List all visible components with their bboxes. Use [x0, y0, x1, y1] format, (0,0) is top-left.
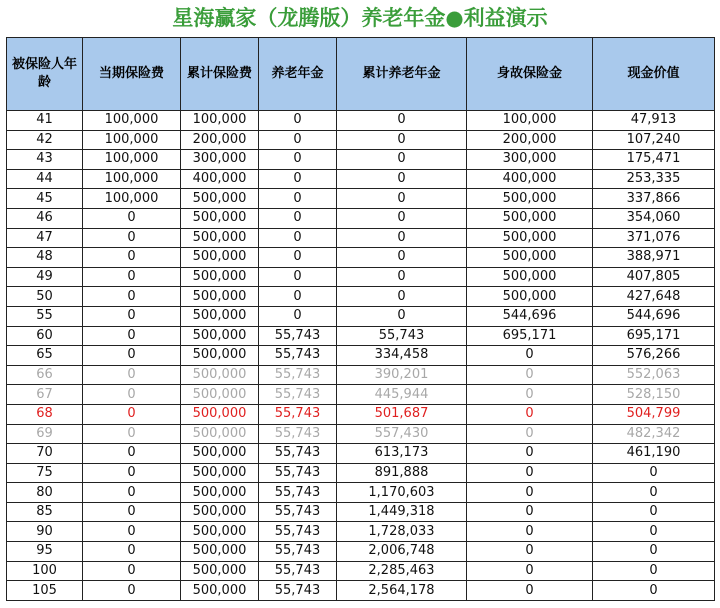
cell-annuity: 55,743: [259, 581, 337, 601]
cell-cumulative-premium: 500,000: [181, 502, 259, 522]
table-row: [7, 404, 715, 424]
table-row: [7, 483, 715, 503]
cell-cumulative-annuity: 2,285,463: [337, 561, 467, 581]
cell-death-benefit: 500,000: [467, 228, 593, 248]
cell-cash-value: 0: [593, 581, 715, 601]
cell-age: 85: [7, 502, 83, 522]
table-row: [7, 424, 715, 444]
cell-death-benefit: 0: [467, 561, 593, 581]
cell-annuity: 55,743: [259, 326, 337, 346]
cell-death-benefit: 0: [467, 444, 593, 464]
table-row: [7, 306, 715, 326]
cell-annuity: 0: [259, 189, 337, 209]
cell-age: 46: [7, 208, 83, 228]
cell-death-benefit: 0: [467, 365, 593, 385]
table-row: [7, 346, 715, 366]
cell-age: 41: [7, 111, 83, 131]
header-cumulative-annuity: 累计养老年金: [337, 38, 467, 111]
table-row: [7, 267, 715, 287]
cell-annuity: 0: [259, 228, 337, 248]
cell-current-premium: 0: [83, 542, 181, 562]
cell-death-benefit: 0: [467, 502, 593, 522]
table-row: [7, 208, 715, 228]
cell-annuity: 55,743: [259, 561, 337, 581]
cell-cumulative-premium: 500,000: [181, 365, 259, 385]
cell-annuity: 55,743: [259, 502, 337, 522]
benefit-table: [6, 37, 715, 601]
table-row: [7, 502, 715, 522]
cell-annuity: 0: [259, 130, 337, 150]
cell-cash-value: 371,076: [593, 228, 715, 248]
cell-cash-value: 695,171: [593, 326, 715, 346]
cell-age: 48: [7, 248, 83, 268]
cell-cash-value: 504,799: [593, 404, 715, 424]
cell-annuity: 55,743: [259, 542, 337, 562]
cell-cumulative-annuity: 1,728,033: [337, 522, 467, 542]
cell-cash-value: 337,866: [593, 189, 715, 209]
cell-annuity: 55,743: [259, 522, 337, 542]
cell-age: 80: [7, 483, 83, 503]
cell-cash-value: 0: [593, 542, 715, 562]
cell-age: 60: [7, 326, 83, 346]
cell-cumulative-annuity: 1,170,603: [337, 483, 467, 503]
cell-death-benefit: 0: [467, 346, 593, 366]
table-row: [7, 228, 715, 248]
cell-death-benefit: 0: [467, 463, 593, 483]
cell-annuity: 0: [259, 267, 337, 287]
cell-cumulative-premium: 500,000: [181, 346, 259, 366]
header-cash-value: 现金价值: [593, 38, 715, 111]
cell-death-benefit: 500,000: [467, 189, 593, 209]
cell-annuity: 55,743: [259, 444, 337, 464]
cell-cumulative-premium: 500,000: [181, 581, 259, 601]
cell-cumulative-premium: 500,000: [181, 228, 259, 248]
cell-annuity: 55,743: [259, 404, 337, 424]
cell-cumulative-annuity: 0: [337, 208, 467, 228]
cell-death-benefit: 500,000: [467, 287, 593, 307]
cell-cumulative-premium: 500,000: [181, 189, 259, 209]
cell-cash-value: 0: [593, 522, 715, 542]
cell-current-premium: 0: [83, 483, 181, 503]
cell-annuity: 55,743: [259, 463, 337, 483]
table-row: [7, 522, 715, 542]
cell-cumulative-annuity: 445,944: [337, 385, 467, 405]
cell-cash-value: 461,190: [593, 444, 715, 464]
table-row: [7, 542, 715, 562]
cell-cash-value: 0: [593, 483, 715, 503]
table-row: [7, 287, 715, 307]
cell-death-benefit: 0: [467, 483, 593, 503]
cell-cumulative-premium: 500,000: [181, 522, 259, 542]
cell-cumulative-annuity: 1,449,318: [337, 502, 467, 522]
cell-current-premium: 100,000: [83, 150, 181, 170]
cell-cumulative-premium: 500,000: [181, 404, 259, 424]
cell-cash-value: 175,471: [593, 150, 715, 170]
cell-current-premium: 0: [83, 208, 181, 228]
table-row: [7, 130, 715, 150]
cell-age: 95: [7, 542, 83, 562]
cell-cumulative-annuity: 55,743: [337, 326, 467, 346]
cell-cumulative-annuity: 334,458: [337, 346, 467, 366]
table-row: [7, 561, 715, 581]
cell-age: 100: [7, 561, 83, 581]
header-current-premium: 当期保险费: [83, 38, 181, 111]
cell-death-benefit: 0: [467, 404, 593, 424]
cell-age: 49: [7, 267, 83, 287]
cell-death-benefit: 100,000: [467, 111, 593, 131]
cell-cash-value: 47,913: [593, 111, 715, 131]
cell-age: 68: [7, 404, 83, 424]
cell-cumulative-premium: 500,000: [181, 463, 259, 483]
cell-annuity: 0: [259, 169, 337, 189]
header-death-benefit: 身故保险金: [467, 38, 593, 111]
cell-current-premium: 0: [83, 522, 181, 542]
cell-death-benefit: 200,000: [467, 130, 593, 150]
cell-age: 44: [7, 169, 83, 189]
cell-cumulative-premium: 400,000: [181, 169, 259, 189]
cell-annuity: 55,743: [259, 365, 337, 385]
cell-cumulative-premium: 500,000: [181, 287, 259, 307]
header-annuity: 养老年金: [259, 38, 337, 111]
cell-annuity: 55,743: [259, 424, 337, 444]
cell-current-premium: 0: [83, 444, 181, 464]
table-row: [7, 326, 715, 346]
table-row: [7, 444, 715, 464]
cell-cumulative-premium: 500,000: [181, 424, 259, 444]
cell-annuity: 0: [259, 111, 337, 131]
cell-age: 69: [7, 424, 83, 444]
header-age: 被保险人年龄: [7, 38, 83, 111]
cell-current-premium: 0: [83, 287, 181, 307]
cell-current-premium: 0: [83, 502, 181, 522]
cell-cumulative-premium: 300,000: [181, 150, 259, 170]
cell-annuity: 0: [259, 287, 337, 307]
cell-current-premium: 0: [83, 385, 181, 405]
cell-cumulative-annuity: 0: [337, 189, 467, 209]
cell-cash-value: 253,335: [593, 169, 715, 189]
cell-cumulative-annuity: 0: [337, 130, 467, 150]
cell-death-benefit: 0: [467, 424, 593, 444]
cell-cash-value: 0: [593, 502, 715, 522]
cell-annuity: 0: [259, 248, 337, 268]
cell-death-benefit: 0: [467, 522, 593, 542]
cell-cumulative-annuity: 891,888: [337, 463, 467, 483]
cell-cumulative-annuity: 0: [337, 169, 467, 189]
cell-age: 42: [7, 130, 83, 150]
cell-death-benefit: 300,000: [467, 150, 593, 170]
cell-age: 45: [7, 189, 83, 209]
cell-age: 47: [7, 228, 83, 248]
cell-age: 90: [7, 522, 83, 542]
table-row: [7, 189, 715, 209]
cell-current-premium: 0: [83, 365, 181, 385]
cell-death-benefit: 400,000: [467, 169, 593, 189]
table-row: [7, 365, 715, 385]
cell-death-benefit: 500,000: [467, 248, 593, 268]
cell-cumulative-premium: 500,000: [181, 248, 259, 268]
cell-death-benefit: 544,696: [467, 306, 593, 326]
cell-current-premium: 0: [83, 267, 181, 287]
cell-cumulative-premium: 200,000: [181, 130, 259, 150]
cell-cumulative-annuity: 0: [337, 267, 467, 287]
cell-cumulative-annuity: 2,564,178: [337, 581, 467, 601]
cell-death-benefit: 0: [467, 385, 593, 405]
cell-cumulative-annuity: 0: [337, 306, 467, 326]
cell-cumulative-premium: 500,000: [181, 306, 259, 326]
cell-current-premium: 0: [83, 228, 181, 248]
cell-cash-value: 0: [593, 561, 715, 581]
cell-cash-value: 107,240: [593, 130, 715, 150]
cell-age: 105: [7, 581, 83, 601]
cell-cash-value: 0: [593, 463, 715, 483]
cell-age: 67: [7, 385, 83, 405]
cell-current-premium: 100,000: [83, 189, 181, 209]
cell-current-premium: 100,000: [83, 130, 181, 150]
cell-current-premium: 0: [83, 404, 181, 424]
cell-cash-value: 544,696: [593, 306, 715, 326]
cell-cash-value: 528,150: [593, 385, 715, 405]
cell-current-premium: 0: [83, 581, 181, 601]
cell-cash-value: 407,805: [593, 267, 715, 287]
table-row: [7, 111, 715, 131]
table-row: [7, 169, 715, 189]
cell-age: 43: [7, 150, 83, 170]
cell-death-benefit: 500,000: [467, 267, 593, 287]
cell-current-premium: 0: [83, 326, 181, 346]
cell-cumulative-premium: 500,000: [181, 561, 259, 581]
cell-age: 55: [7, 306, 83, 326]
header-cumulative-premium: 累计保险费: [181, 38, 259, 111]
cell-age: 70: [7, 444, 83, 464]
cell-cumulative-premium: 500,000: [181, 542, 259, 562]
cell-death-benefit: 0: [467, 542, 593, 562]
page-title: 星海赢家（龙腾版）养老年金●利益演示: [172, 6, 548, 30]
cell-age: 66: [7, 365, 83, 385]
cell-cash-value: 354,060: [593, 208, 715, 228]
cell-annuity: 0: [259, 306, 337, 326]
cell-cumulative-annuity: 501,687: [337, 404, 467, 424]
cell-cumulative-annuity: 0: [337, 287, 467, 307]
table-row: [7, 463, 715, 483]
cell-age: 75: [7, 463, 83, 483]
cell-cash-value: 576,266: [593, 346, 715, 366]
cell-annuity: 0: [259, 150, 337, 170]
cell-cumulative-annuity: 0: [337, 150, 467, 170]
cell-cumulative-premium: 500,000: [181, 385, 259, 405]
cell-current-premium: 0: [83, 248, 181, 268]
cell-current-premium: 0: [83, 463, 181, 483]
cell-annuity: 55,743: [259, 385, 337, 405]
cell-cumulative-annuity: 613,173: [337, 444, 467, 464]
cell-cumulative-annuity: 0: [337, 111, 467, 131]
cell-cumulative-annuity: 390,201: [337, 365, 467, 385]
cell-current-premium: 0: [83, 424, 181, 444]
cell-death-benefit: 695,171: [467, 326, 593, 346]
cell-current-premium: 0: [83, 346, 181, 366]
cell-current-premium: 0: [83, 561, 181, 581]
cell-cash-value: 388,971: [593, 248, 715, 268]
cell-current-premium: 0: [83, 306, 181, 326]
cell-cumulative-premium: 500,000: [181, 267, 259, 287]
cell-cumulative-annuity: 2,006,748: [337, 542, 467, 562]
cell-cash-value: 552,063: [593, 365, 715, 385]
cell-age: 50: [7, 287, 83, 307]
cell-cumulative-premium: 500,000: [181, 326, 259, 346]
cell-cumulative-premium: 100,000: [181, 111, 259, 131]
cell-cumulative-annuity: 0: [337, 248, 467, 268]
cell-current-premium: 100,000: [83, 169, 181, 189]
cell-age: 65: [7, 346, 83, 366]
cell-cumulative-annuity: 0: [337, 228, 467, 248]
cell-death-benefit: 0: [467, 581, 593, 601]
table-header-row: [7, 38, 715, 111]
cell-annuity: 55,743: [259, 483, 337, 503]
table-row: [7, 385, 715, 405]
cell-cumulative-annuity: 557,430: [337, 424, 467, 444]
cell-cumulative-premium: 500,000: [181, 444, 259, 464]
table-row: [7, 248, 715, 268]
cell-death-benefit: 500,000: [467, 208, 593, 228]
cell-cash-value: 427,648: [593, 287, 715, 307]
cell-annuity: 0: [259, 208, 337, 228]
table-row: [7, 581, 715, 601]
cell-cash-value: 482,342: [593, 424, 715, 444]
cell-cumulative-premium: 500,000: [181, 208, 259, 228]
table-row: [7, 150, 715, 170]
cell-current-premium: 100,000: [83, 111, 181, 131]
cell-annuity: 55,743: [259, 346, 337, 366]
cell-cumulative-premium: 500,000: [181, 483, 259, 503]
